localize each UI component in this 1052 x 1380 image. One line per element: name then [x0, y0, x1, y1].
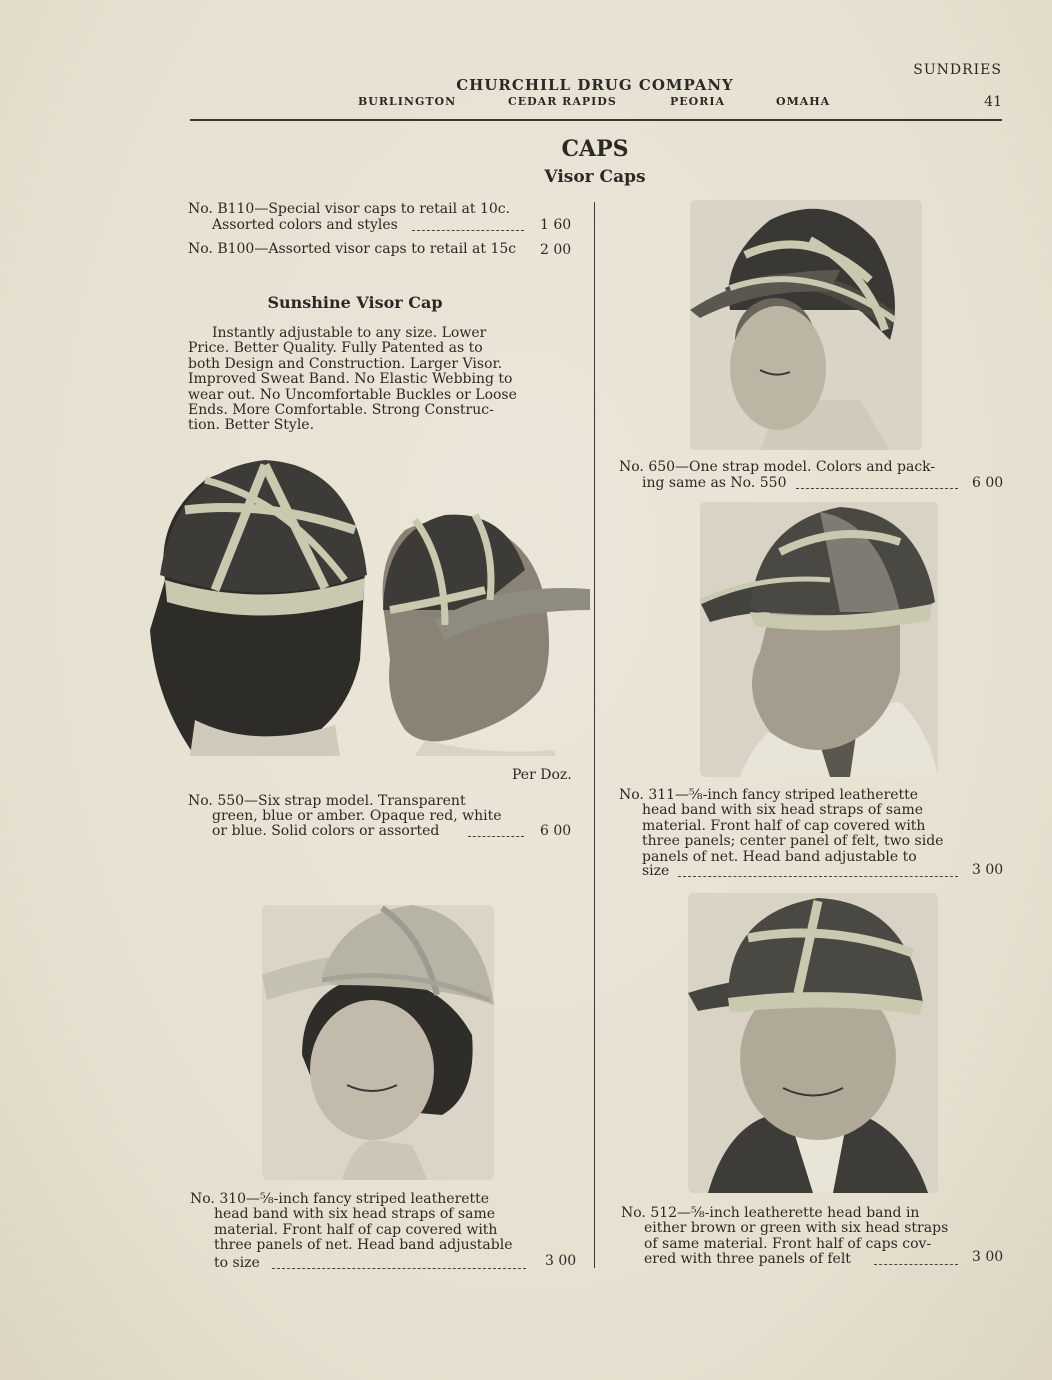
- no310-line: material. Front half of cap covered with: [214, 1221, 498, 1238]
- boy-cap-illustration: [688, 893, 938, 1193]
- no311-price: 3 00: [972, 862, 1004, 878]
- no550-line: green, blue or amber. Opaque red, white: [212, 808, 502, 825]
- no512-description: [621, 1206, 957, 1252]
- per-doz-label: Per Doz.: [512, 767, 572, 783]
- photo-no-311-man: [700, 502, 938, 777]
- no512-last: ered with three panels of felt: [644, 1251, 851, 1267]
- no310-line: No. 310—⅝-inch fancy striped leatherette: [190, 1191, 490, 1207]
- sunshine-line: wear out. No Uncomfortable Buckles or Loose: [188, 386, 517, 403]
- no311-line: three panels; center panel of felt, two side: [642, 833, 944, 850]
- woman-net-cap-illustration: [262, 905, 494, 1180]
- company-name: CHURCHILL DRUG COMPANY: [456, 76, 734, 94]
- no512-leader: [874, 1264, 958, 1265]
- header-rule: [190, 119, 1002, 121]
- no311-line: head band with six head straps of same: [642, 802, 924, 819]
- photo-no-310-woman: [262, 905, 494, 1180]
- no550-line: No. 550—Six strap model. Transparent: [188, 793, 466, 809]
- no310-price: 3 00: [545, 1253, 577, 1269]
- section-label: SUNDRIES: [913, 62, 1002, 78]
- no311-description: [619, 788, 955, 865]
- b100-text: No. B100—Assorted visor caps to retail at 15c: [188, 241, 517, 257]
- no550-description: [188, 794, 526, 825]
- b110-line1: No. B110—Special visor caps to retail at 10c.: [188, 201, 511, 217]
- no512-line: either brown or green with six head straps: [644, 1220, 949, 1237]
- page-number: 41: [984, 94, 1002, 110]
- page-subtitle: Visor Caps: [544, 167, 646, 187]
- woman-cap-illustration: [690, 200, 922, 450]
- city-burlington: BURLINGTON: [358, 95, 457, 108]
- no512-price: 3 00: [972, 1249, 1004, 1265]
- no310-leader: [272, 1268, 526, 1269]
- no550-leader: [468, 836, 524, 837]
- no650-last: ing same as No. 550: [642, 475, 787, 491]
- sunshine-line: both Design and Construction. Larger Visor.: [188, 355, 503, 372]
- sunshine-line: tion. Better Style.: [188, 417, 315, 434]
- man-cap-illustration: [700, 502, 938, 777]
- page-title: CAPS: [561, 136, 629, 162]
- no650-leader: [796, 488, 958, 489]
- sunshine-line: Instantly adjustable to any size. Lower: [212, 325, 487, 341]
- city-cedar-rapids: CEDAR RAPIDS: [508, 95, 617, 108]
- no550-last: or blue. Solid colors or assorted: [212, 823, 440, 839]
- sunshine-description: [188, 326, 526, 434]
- no310-line: three panels of net. Head band adjustable: [214, 1237, 513, 1254]
- sunshine-heading: Sunshine Visor Cap: [267, 293, 443, 312]
- b110-line2: Assorted colors and styles: [212, 217, 398, 233]
- no311-leader: [678, 876, 958, 877]
- b110-leader: [412, 230, 524, 231]
- no310-last: to size: [214, 1255, 260, 1271]
- sunshine-line: Price. Better Quality. Fully Patented as to: [188, 340, 483, 357]
- no550-price: 6 00: [540, 823, 572, 839]
- photo-no-550-two-heads: [145, 460, 590, 756]
- no310-description: [190, 1192, 528, 1254]
- sunshine-line: Improved Sweat Band. No Elastic Webbing to: [188, 371, 513, 388]
- no512-line: No. 512—⅝-inch leatherette head band in: [621, 1205, 920, 1221]
- no311-line: No. 311—⅝-inch fancy striped leatherette: [619, 787, 919, 803]
- sunshine-line: Ends. More Comfortable. Strong Construc-: [188, 402, 494, 419]
- no311-line: panels of net. Head band adjustable to: [642, 848, 917, 865]
- no512-line: of same material. Front half of caps cov-: [644, 1235, 932, 1252]
- column-divider: [594, 202, 595, 1268]
- photo-no-650-woman: [690, 200, 922, 450]
- no311-line: material. Front half of cap covered with: [642, 817, 926, 834]
- city-peoria: PEORIA: [670, 95, 726, 108]
- no311-last: size: [642, 863, 670, 879]
- b110-price: 1 60: [540, 217, 572, 233]
- no310-line: head band with six head straps of same: [214, 1206, 496, 1223]
- b100-price: 2 00: [540, 242, 572, 258]
- city-omaha: OMAHA: [776, 95, 831, 108]
- photo-no-512-boy: [688, 893, 938, 1193]
- no650-line1: No. 650—One strap model. Colors and pack-: [619, 459, 936, 475]
- no650-price: 6 00: [972, 475, 1004, 491]
- six-strap-cap-illustration: [145, 460, 590, 756]
